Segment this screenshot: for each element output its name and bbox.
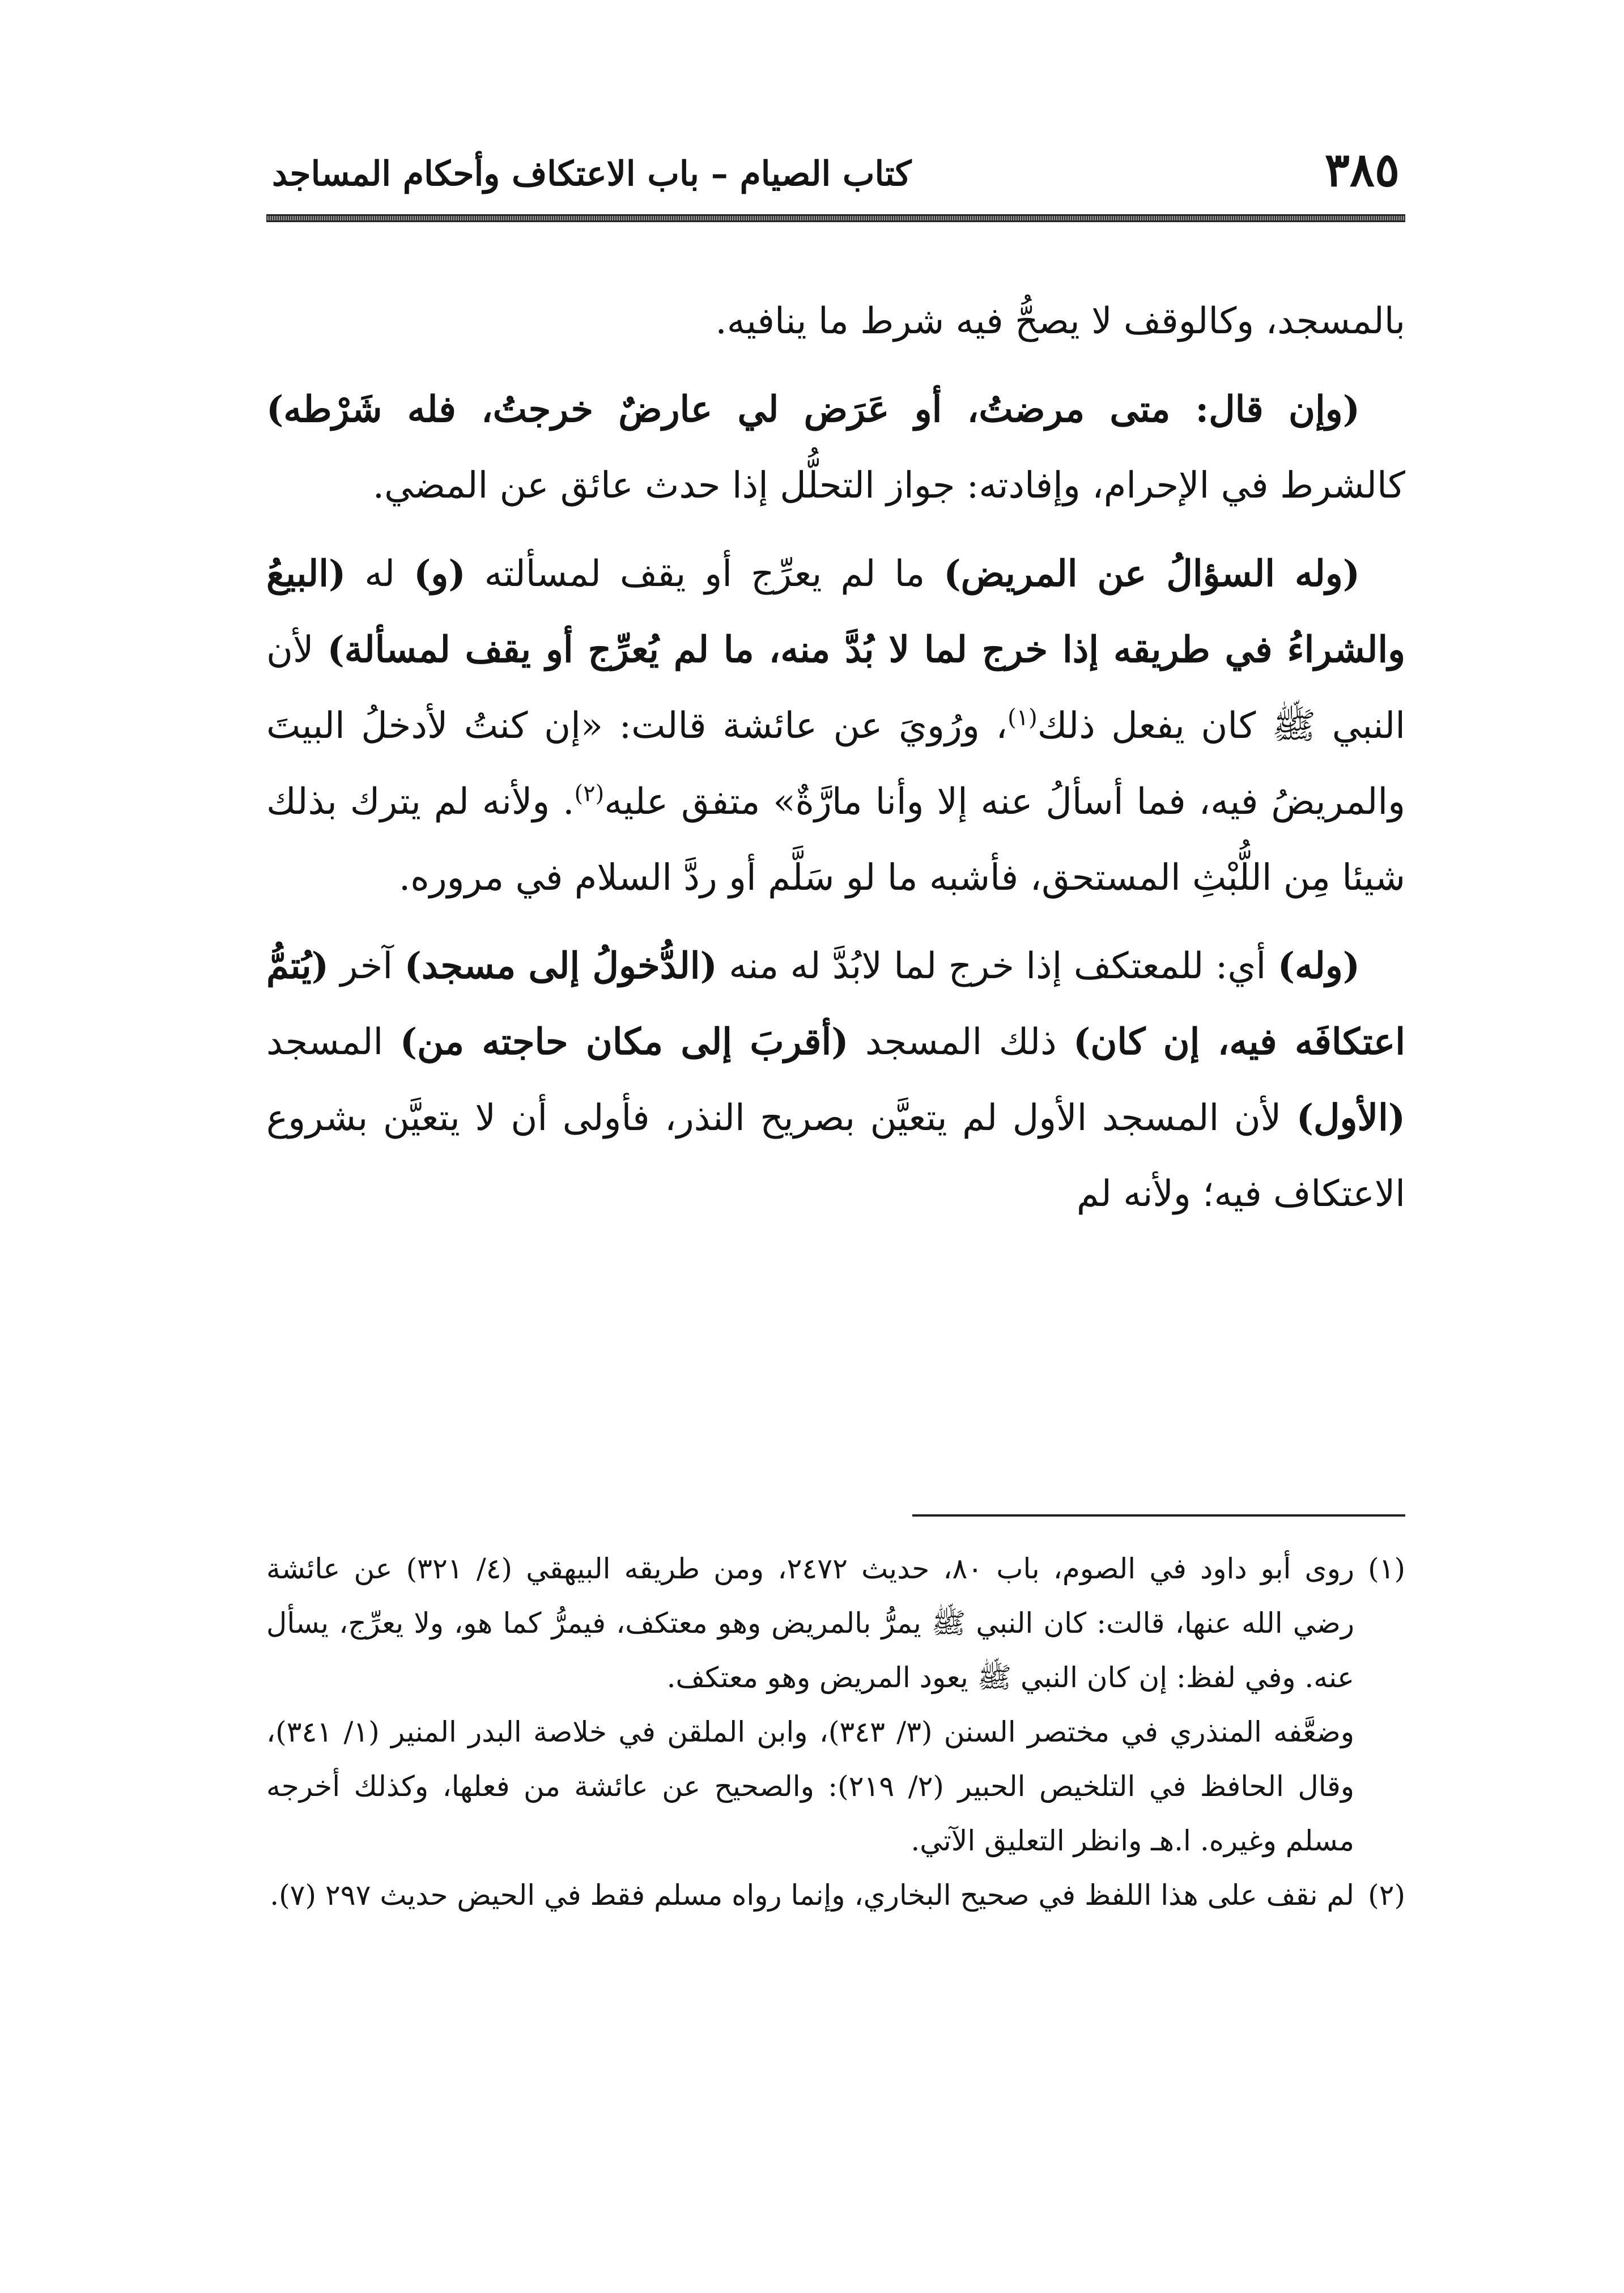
footnote-1 bbox=[266, 1542, 1405, 1868]
commentary-text: كالشرط في الإحرام، وإفادته: جواز التحلُّل إذا حدث عائق عن المضي. bbox=[372, 465, 1405, 507]
footnote-text: لم نقف على هذا اللفظ في صحيح البخاري، وإنما رواه مسلم فقط في الحيض حديث ٢٩٧ (٧). bbox=[270, 1879, 1354, 1912]
commentary-text: . ولأنه لم يترك بذلك شيئا مِن اللُّبْثِ المستحق، فأشبه ما لو سَلَّم أو ردَّ السلام في مروره. bbox=[266, 781, 1405, 899]
matn-quote: (الدُّخولُ إلى مسجد) bbox=[404, 945, 717, 987]
running-title: كتاب الصيام – باب الاعتكاف وأحكام المساجد bbox=[272, 154, 912, 194]
footnote-ref-2[interactable]: (٢) bbox=[574, 780, 605, 807]
commentary-text: المسجد bbox=[266, 1021, 400, 1063]
matn-quote: (وله) bbox=[1277, 945, 1361, 987]
paragraph-4 bbox=[266, 928, 1405, 1232]
commentary-text: ، ورُويَ عن عائشة قالت: «إن كنتُ لأدخلُ البيتَ والمريضُ فيه، فما أسألُ عنه إلا وأنا مارَّةٌ» متفق عليه bbox=[266, 705, 1406, 823]
commentary-text: ذلك المسجد bbox=[848, 1021, 1074, 1063]
paragraph-2 bbox=[266, 372, 1405, 524]
footnote-number: (٢) bbox=[1368, 1879, 1405, 1912]
matn-quote: (الأول) bbox=[1296, 1097, 1405, 1139]
matn-quote: (البيعُ والشراءُ في طريقه إذا خرج لما لا بُدَّ منه، ما لم يُعرِّج أو يقف لمسألة) bbox=[266, 553, 1405, 671]
commentary-text: آخر bbox=[329, 945, 405, 987]
footnote-text: روى أبو داود في الصوم، باب ٨٠، حديث ٢٤٧٢، ومن طريقه البيهقي (٤/ ٣٢١) عن عائشة رضي الله عنها، قالت: كان النبي ﷺ يمرُّ بالمريض وهو معتكف، فيمرُّ كما هو، ولا يعرِّج، يسأل عنه. وفي لفظ: إن كان النبي ﷺ يعود المريض وهو معتكف. bbox=[266, 1552, 1354, 1694]
matn-quote: (وإن قال: متى مرضتُ، أو عَرَض لي عارضٌ خرجتُ، فله شَرْطه) bbox=[266, 388, 1360, 431]
paragraph-1 bbox=[266, 283, 1405, 359]
paragraph-3 bbox=[266, 536, 1405, 916]
footnote-body bbox=[266, 1542, 1354, 1868]
footnote-2 bbox=[266, 1868, 1405, 1922]
main-text bbox=[266, 283, 1405, 1245]
footnote-divider bbox=[912, 1514, 1405, 1517]
commentary-text: أي: للمعتكف إذا خرج لما لابُدَّ له منه bbox=[717, 945, 1278, 987]
matn-quote: (وله السؤالُ عن المريض) bbox=[943, 553, 1361, 595]
matn-quote: (و) bbox=[414, 553, 466, 595]
footnotes bbox=[266, 1542, 1405, 1922]
commentary-text: لأن المسجد الأول لم يتعيَّن بصريح النذر، فأولى أن لا يتعيَّن بشروع الاعتكاف فيه؛ ولأنه لم bbox=[266, 1097, 1405, 1215]
matn-quote: (أقربَ إلى مكان حاجته من) bbox=[399, 1021, 849, 1063]
paragraph-1-text: بالمسجد، وكالوقف لا يصحُّ فيه شرط ما ينافيه. bbox=[715, 300, 1405, 342]
footnote-body bbox=[266, 1868, 1354, 1922]
footnote-number: (١) bbox=[1368, 1552, 1405, 1585]
footnote-text: وضعَّفه المنذري في مختصر السنن (٣/ ٣٤٣)، وابن الملقن في خلاصة البدر المنير (١/ ٣٤١)، وقال الحافظ في التلخيص الحبير (٢/ ٢١٩): والصحيح عن عائشة من فعلها، وكذلك أخرجه مسلم وغيره. ا.هـ وانظر التعليق الآتي. bbox=[266, 1715, 1355, 1857]
commentary-text: ما لم يعرِّج أو يقف لمسألته bbox=[465, 553, 944, 595]
commentary-text: له bbox=[346, 553, 414, 595]
footnote-ref-1[interactable]: (١) bbox=[1007, 704, 1038, 731]
page-header bbox=[266, 136, 1405, 210]
matn-quote: (يُتمُّ اعتكافَه فيه، إن كان) bbox=[266, 945, 1406, 1063]
header-divider bbox=[266, 214, 1405, 222]
commentary-text: لأن النبي ﷺ كان يفعل ذلك bbox=[266, 629, 1406, 747]
page-number: ٣٨٥ bbox=[1324, 143, 1400, 197]
